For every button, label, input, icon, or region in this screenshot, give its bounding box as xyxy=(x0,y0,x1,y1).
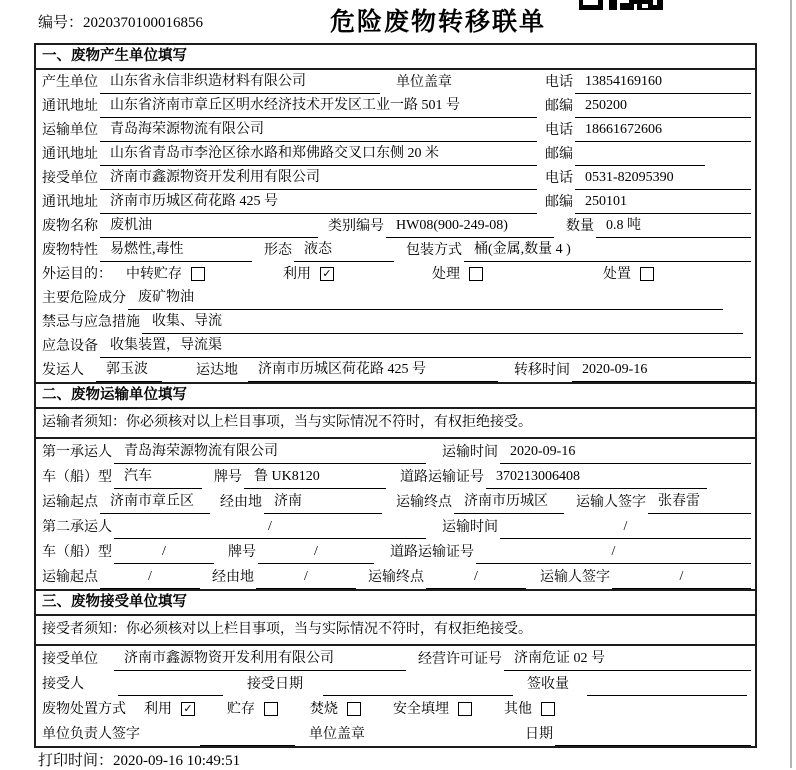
serial-number-line xyxy=(38,11,203,32)
endpoint-label: 运输终点 xyxy=(368,570,424,585)
storage-checkbox xyxy=(264,702,278,716)
received-qty-label: 签收量 xyxy=(527,677,569,692)
receiver-notice: 接受者须知：你必须核对以上栏目事项，当与实际情况不符时，有权拒绝接受。 xyxy=(36,616,755,646)
equipment-value: 收集装置，导流渠 xyxy=(100,334,751,358)
transporter-sign-label: 运输人签字 xyxy=(576,495,646,510)
vehicle-row-2 xyxy=(36,539,755,564)
purpose-label: 外运目的： xyxy=(42,267,112,282)
carrier-value: 青岛海荣源物流有限公司 xyxy=(114,440,426,464)
unit-seal-label: 单位盖章 xyxy=(396,75,452,90)
phone-label: 电话 xyxy=(545,171,573,186)
manager-signature-row xyxy=(36,721,755,746)
date-value xyxy=(555,742,751,746)
consignor-label: 发运人 xyxy=(42,363,84,378)
recipient-label: 接受人 xyxy=(42,677,84,692)
unit-seal-label: 单位盖章 xyxy=(309,727,365,742)
producer-label: 产生单位 xyxy=(42,75,98,90)
carrier-label: 第二承运人 xyxy=(42,520,112,535)
plate-value: 鲁 UK8120 xyxy=(244,465,386,489)
transport-time-value: / xyxy=(500,519,751,539)
hazard-component-row xyxy=(36,286,755,310)
disposal-option-label: 贮存 xyxy=(227,702,255,717)
disposal-method-label: 废物处置方式 xyxy=(42,702,126,717)
taboo-label: 禁忌与应急措施 xyxy=(42,315,140,330)
page-title: 危险废物转移联单 xyxy=(330,9,547,36)
form-value: 液态 xyxy=(294,238,394,262)
phone-value: 13854169160 xyxy=(575,74,751,94)
utilize-checkbox: ✓ xyxy=(320,267,334,281)
accepting-unit-row xyxy=(36,646,755,671)
transfer-date-label: 转移时间 xyxy=(514,363,570,378)
transfer-date-value: 2020-09-16 xyxy=(572,362,751,382)
disposal-option-label: 其他 xyxy=(504,702,532,717)
transporter-value: 青岛海荣源物流有限公司 xyxy=(100,118,537,142)
other-checkbox xyxy=(541,702,555,716)
address-label: 通讯地址 xyxy=(42,195,98,210)
address-label: 通讯地址 xyxy=(42,147,98,162)
transporter-notice: 运输者须知：你必须核对以上栏目事项，当与实际情况不符时，有权拒绝接受。 xyxy=(36,409,755,439)
accepting-unit-label: 接受单位 xyxy=(42,652,98,667)
via-label: 经由地 xyxy=(212,570,254,585)
address-value: 山东省青岛市李沧区徐水路和郑佛路交叉口东侧 20 米 xyxy=(100,142,537,166)
second-carrier-row xyxy=(36,514,755,539)
transport-time-value: 2020-09-16 xyxy=(500,444,751,464)
vehicle-type-label: 车（船）型 xyxy=(42,545,112,560)
vehicle-row xyxy=(36,464,755,489)
characteristic-value: 易燃性,毒性 xyxy=(100,238,252,262)
disposal-method-row xyxy=(36,696,755,721)
waste-name-label: 废物名称 xyxy=(42,219,98,234)
transfer-purpose-row xyxy=(36,262,755,286)
waste-characteristic-row xyxy=(36,238,755,262)
via-value: / xyxy=(256,569,356,589)
emergency-equipment-row xyxy=(36,334,755,358)
purpose-option-label: 处置 xyxy=(603,267,631,282)
plate-label: 牌号 xyxy=(228,545,256,560)
recipient-row xyxy=(36,671,755,696)
section-3-title: 三、废物接受单位填写 xyxy=(36,589,755,616)
zip-label: 邮编 xyxy=(545,147,573,162)
license-label: 经营许可证号 xyxy=(418,652,502,667)
consignor-value: 郭玉波 xyxy=(96,358,162,382)
landfill-checkbox xyxy=(458,702,472,716)
road-permit-value: 370213006408 xyxy=(486,469,707,489)
license-value: 济南危证 02 号 xyxy=(504,647,751,671)
carrier-label: 第一承运人 xyxy=(42,445,112,460)
taboo-value: 收集、导流 xyxy=(142,310,743,334)
hazard-label: 主要危险成分 xyxy=(42,291,126,306)
disposal-option-label: 利用 xyxy=(144,702,172,717)
phone-value: 18661672606 xyxy=(575,122,751,142)
purpose-option-label: 处理 xyxy=(432,267,460,282)
treatment-checkbox xyxy=(469,267,483,281)
page-edge-divider xyxy=(790,0,792,768)
transit-storage-checkbox xyxy=(191,267,205,281)
transporter-row xyxy=(36,118,755,142)
receiver-address-row xyxy=(36,190,755,214)
utilize-checkbox: ✓ xyxy=(181,702,195,716)
disposal-option-label: 焚烧 xyxy=(310,702,338,717)
transporter-label: 运输单位 xyxy=(42,123,98,138)
route-row-2 xyxy=(36,564,755,589)
section-2-title: 二、废物运输单位填写 xyxy=(36,382,755,409)
incineration-checkbox xyxy=(347,702,361,716)
manager-sign-label: 单位负责人签字 xyxy=(42,727,140,742)
endpoint-label: 运输终点 xyxy=(396,495,452,510)
characteristic-label: 废物特性 xyxy=(42,243,98,258)
zip-value xyxy=(575,162,705,166)
vehicle-type-value: 汽车 xyxy=(114,465,202,489)
plate-value: / xyxy=(258,544,374,564)
transport-time-label: 运输时间 xyxy=(442,445,498,460)
zip-value: 250101 xyxy=(575,194,751,214)
packing-label: 包装方式 xyxy=(406,243,462,258)
quantity-value: 0.8 吨 xyxy=(596,214,751,238)
zip-label: 邮编 xyxy=(545,99,573,114)
vehicle-type-label: 车（船）型 xyxy=(42,470,112,485)
via-label: 经由地 xyxy=(220,495,262,510)
road-permit-label: 道路运输证号 xyxy=(390,545,474,560)
waste-name-value: 废机油 xyxy=(100,214,318,238)
purpose-option-label: 利用 xyxy=(283,267,311,282)
receiver-row xyxy=(36,166,755,190)
transporter-sign-value: / xyxy=(612,569,751,589)
plate-label: 牌号 xyxy=(214,470,242,485)
producer-address-row xyxy=(36,94,755,118)
transporter-sign-value: 张春雷 xyxy=(648,490,751,514)
producer-value: 山东省永信非织造材料有限公司 xyxy=(100,70,380,94)
serial-label: 编号： xyxy=(38,15,84,31)
qr-code-fragment-icon xyxy=(579,0,663,11)
print-time-value: 2020-09-16 10:49:51 xyxy=(113,753,241,769)
transporter-address-row xyxy=(36,142,755,166)
date-label: 日期 xyxy=(525,727,553,742)
recipient-value xyxy=(118,692,223,696)
category-value: HW08(900-249-08) xyxy=(386,218,554,238)
manifest-form xyxy=(34,43,757,748)
disposal-checkbox xyxy=(640,267,654,281)
packing-value: 桶(金属,数量 4 ) xyxy=(464,238,751,262)
quantity-label: 数量 xyxy=(566,219,594,234)
address-label: 通讯地址 xyxy=(42,99,98,114)
disposal-option-label: 安全填埋 xyxy=(393,702,449,717)
origin-label: 运输起点 xyxy=(42,570,98,585)
serial-number: 2020370100016856 xyxy=(83,15,204,31)
print-time-label: 打印时间： xyxy=(38,753,114,769)
carrier-value: / xyxy=(114,519,426,539)
origin-label: 运输起点 xyxy=(42,495,98,510)
phone-label: 电话 xyxy=(545,75,573,90)
section-1-title: 一、废物产生单位填写 xyxy=(36,45,755,70)
receive-date-label: 接受日期 xyxy=(247,677,303,692)
category-label: 类别编号 xyxy=(328,219,384,234)
destination-value: 济南市历城区荷花路 425 号 xyxy=(248,358,498,382)
vehicle-type-value: / xyxy=(114,544,214,564)
form-label: 形态 xyxy=(264,243,292,258)
route-row xyxy=(36,489,755,514)
purpose-option-label: 中转贮存 xyxy=(126,267,182,282)
road-permit-value: / xyxy=(476,544,751,564)
taboo-measures-row xyxy=(36,310,755,334)
endpoint-value: 济南市历城区 xyxy=(454,490,564,514)
transporter-sign-label: 运输人签字 xyxy=(540,570,610,585)
receive-date-value xyxy=(323,692,513,696)
origin-value: 济南市章丘区 xyxy=(100,490,210,514)
phone-value: 0531-82095390 xyxy=(575,170,751,190)
producer-row xyxy=(36,70,755,94)
receiver-value: 济南市鑫源物资开发利用有限公司 xyxy=(100,166,537,190)
transport-time-label: 运输时间 xyxy=(442,520,498,535)
hazard-value: 废矿物油 xyxy=(128,286,723,310)
address-value: 山东省济南市章丘区明水经济技术开发区工业一路 501 号 xyxy=(100,94,537,118)
accepting-unit-value: 济南市鑫源物资开发利用有限公司 xyxy=(114,647,406,671)
destination-label: 运达地 xyxy=(196,363,238,378)
origin-value: / xyxy=(100,569,200,589)
manager-sign-value xyxy=(200,742,295,746)
phone-label: 电话 xyxy=(545,123,573,138)
address-value: 济南市历城区荷花路 425 号 xyxy=(100,190,537,214)
print-time-line xyxy=(38,749,240,770)
received-qty-value xyxy=(587,692,747,696)
zip-value: 250200 xyxy=(575,98,751,118)
waste-name-row xyxy=(36,214,755,238)
consignor-row xyxy=(36,358,755,382)
endpoint-value: / xyxy=(426,569,526,589)
zip-label: 邮编 xyxy=(545,195,573,210)
first-carrier-row xyxy=(36,439,755,464)
via-value: 济南 xyxy=(264,490,382,514)
road-permit-label: 道路运输证号 xyxy=(400,470,484,485)
receiver-label: 接受单位 xyxy=(42,171,98,186)
equipment-label: 应急设备 xyxy=(42,339,98,354)
